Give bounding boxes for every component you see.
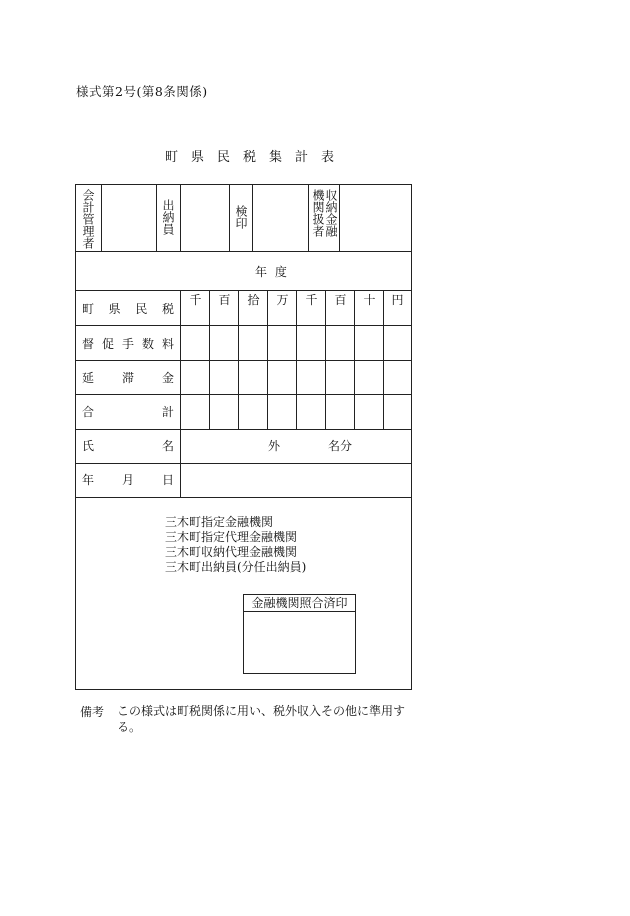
fiscal-year-label: 年 度 — [255, 265, 289, 279]
unit-header: 円 — [391, 293, 404, 307]
unit-header: 百 — [218, 293, 231, 307]
institution-line: 三木町指定金融機関 — [165, 515, 274, 529]
unit-header: 千 — [305, 293, 318, 307]
divider — [101, 184, 102, 251]
accounting-manager-label: 会計管理者 — [81, 189, 95, 249]
row-label-surcharge — [82, 337, 174, 351]
divider — [75, 394, 412, 395]
stamp-label: 金融機関照合済印 — [244, 595, 355, 612]
treasurer-label: 出納員 — [161, 199, 175, 235]
divider — [75, 463, 412, 464]
row-label-municipal-tax — [82, 302, 174, 316]
inspection-seal-label: 検印 — [234, 205, 248, 229]
unit-header: 千 — [189, 293, 202, 307]
unit-header: 百 — [334, 293, 347, 307]
remarks-heading: 備考 — [80, 705, 105, 719]
divider — [252, 184, 253, 251]
label-char: 延 — [82, 371, 95, 385]
divider — [267, 290, 268, 429]
name-count-label: 名分 — [328, 439, 353, 453]
label-char: 年 — [82, 473, 95, 487]
row-label-late-fee — [82, 371, 174, 385]
unit-header: 拾 — [247, 293, 260, 307]
remarks-text: この様式は町税関係に用い、税外収入その他に準用する。 — [117, 704, 406, 734]
divider — [325, 290, 326, 429]
label-char: 手 — [121, 337, 134, 351]
unit-header: 万 — [276, 293, 289, 307]
label-char: 督 — [82, 337, 95, 351]
label-char: 料 — [161, 337, 174, 351]
label-char: 県 — [108, 302, 121, 316]
label-char: 計 — [161, 405, 174, 419]
divider — [383, 290, 384, 429]
receiving-institution-label-1: 収納金融 — [324, 189, 338, 237]
label-char: 税 — [161, 302, 174, 316]
label-char: 滞 — [121, 371, 134, 385]
row-label-date — [82, 473, 174, 487]
divider — [229, 184, 230, 251]
institution-line: 三木町指定代理金融機関 — [165, 530, 298, 544]
label-char: 氏 — [82, 439, 95, 453]
label-char: 日 — [161, 473, 174, 487]
label-char: 名 — [161, 439, 174, 453]
divider — [75, 429, 412, 430]
label-char: 月 — [121, 473, 134, 487]
divider — [296, 290, 297, 429]
divider — [180, 184, 181, 251]
row-label-name — [82, 439, 174, 453]
form-title: 町県民税集計表 — [165, 150, 348, 165]
unit-header: 十 — [363, 293, 376, 307]
institution-line: 三木町出納員(分任出納員) — [165, 560, 307, 574]
label-char: 促 — [101, 337, 114, 351]
divider — [180, 290, 181, 497]
divider — [156, 184, 157, 251]
divider — [75, 325, 412, 326]
divider — [308, 184, 309, 251]
label-char: 町 — [82, 302, 95, 316]
divider — [238, 290, 239, 429]
label-char: 合 — [82, 405, 95, 419]
label-char: 数 — [141, 337, 154, 351]
divider — [209, 290, 210, 429]
divider — [75, 251, 412, 252]
institution-line: 三木町収納代理金融機関 — [165, 545, 298, 559]
label-char: 民 — [135, 302, 148, 316]
divider — [75, 497, 412, 498]
divider — [75, 360, 412, 361]
form-number-label: 様式第2号(第8条関係) — [76, 84, 208, 99]
receiving-institution-label-2: 機関扱者 — [311, 189, 325, 237]
row-label-total — [82, 405, 174, 419]
name-outside-label: 外 — [268, 439, 281, 453]
divider — [354, 290, 355, 429]
divider — [339, 184, 340, 251]
bank-verification-stamp-box — [243, 594, 356, 674]
label-char: 金 — [161, 371, 174, 385]
